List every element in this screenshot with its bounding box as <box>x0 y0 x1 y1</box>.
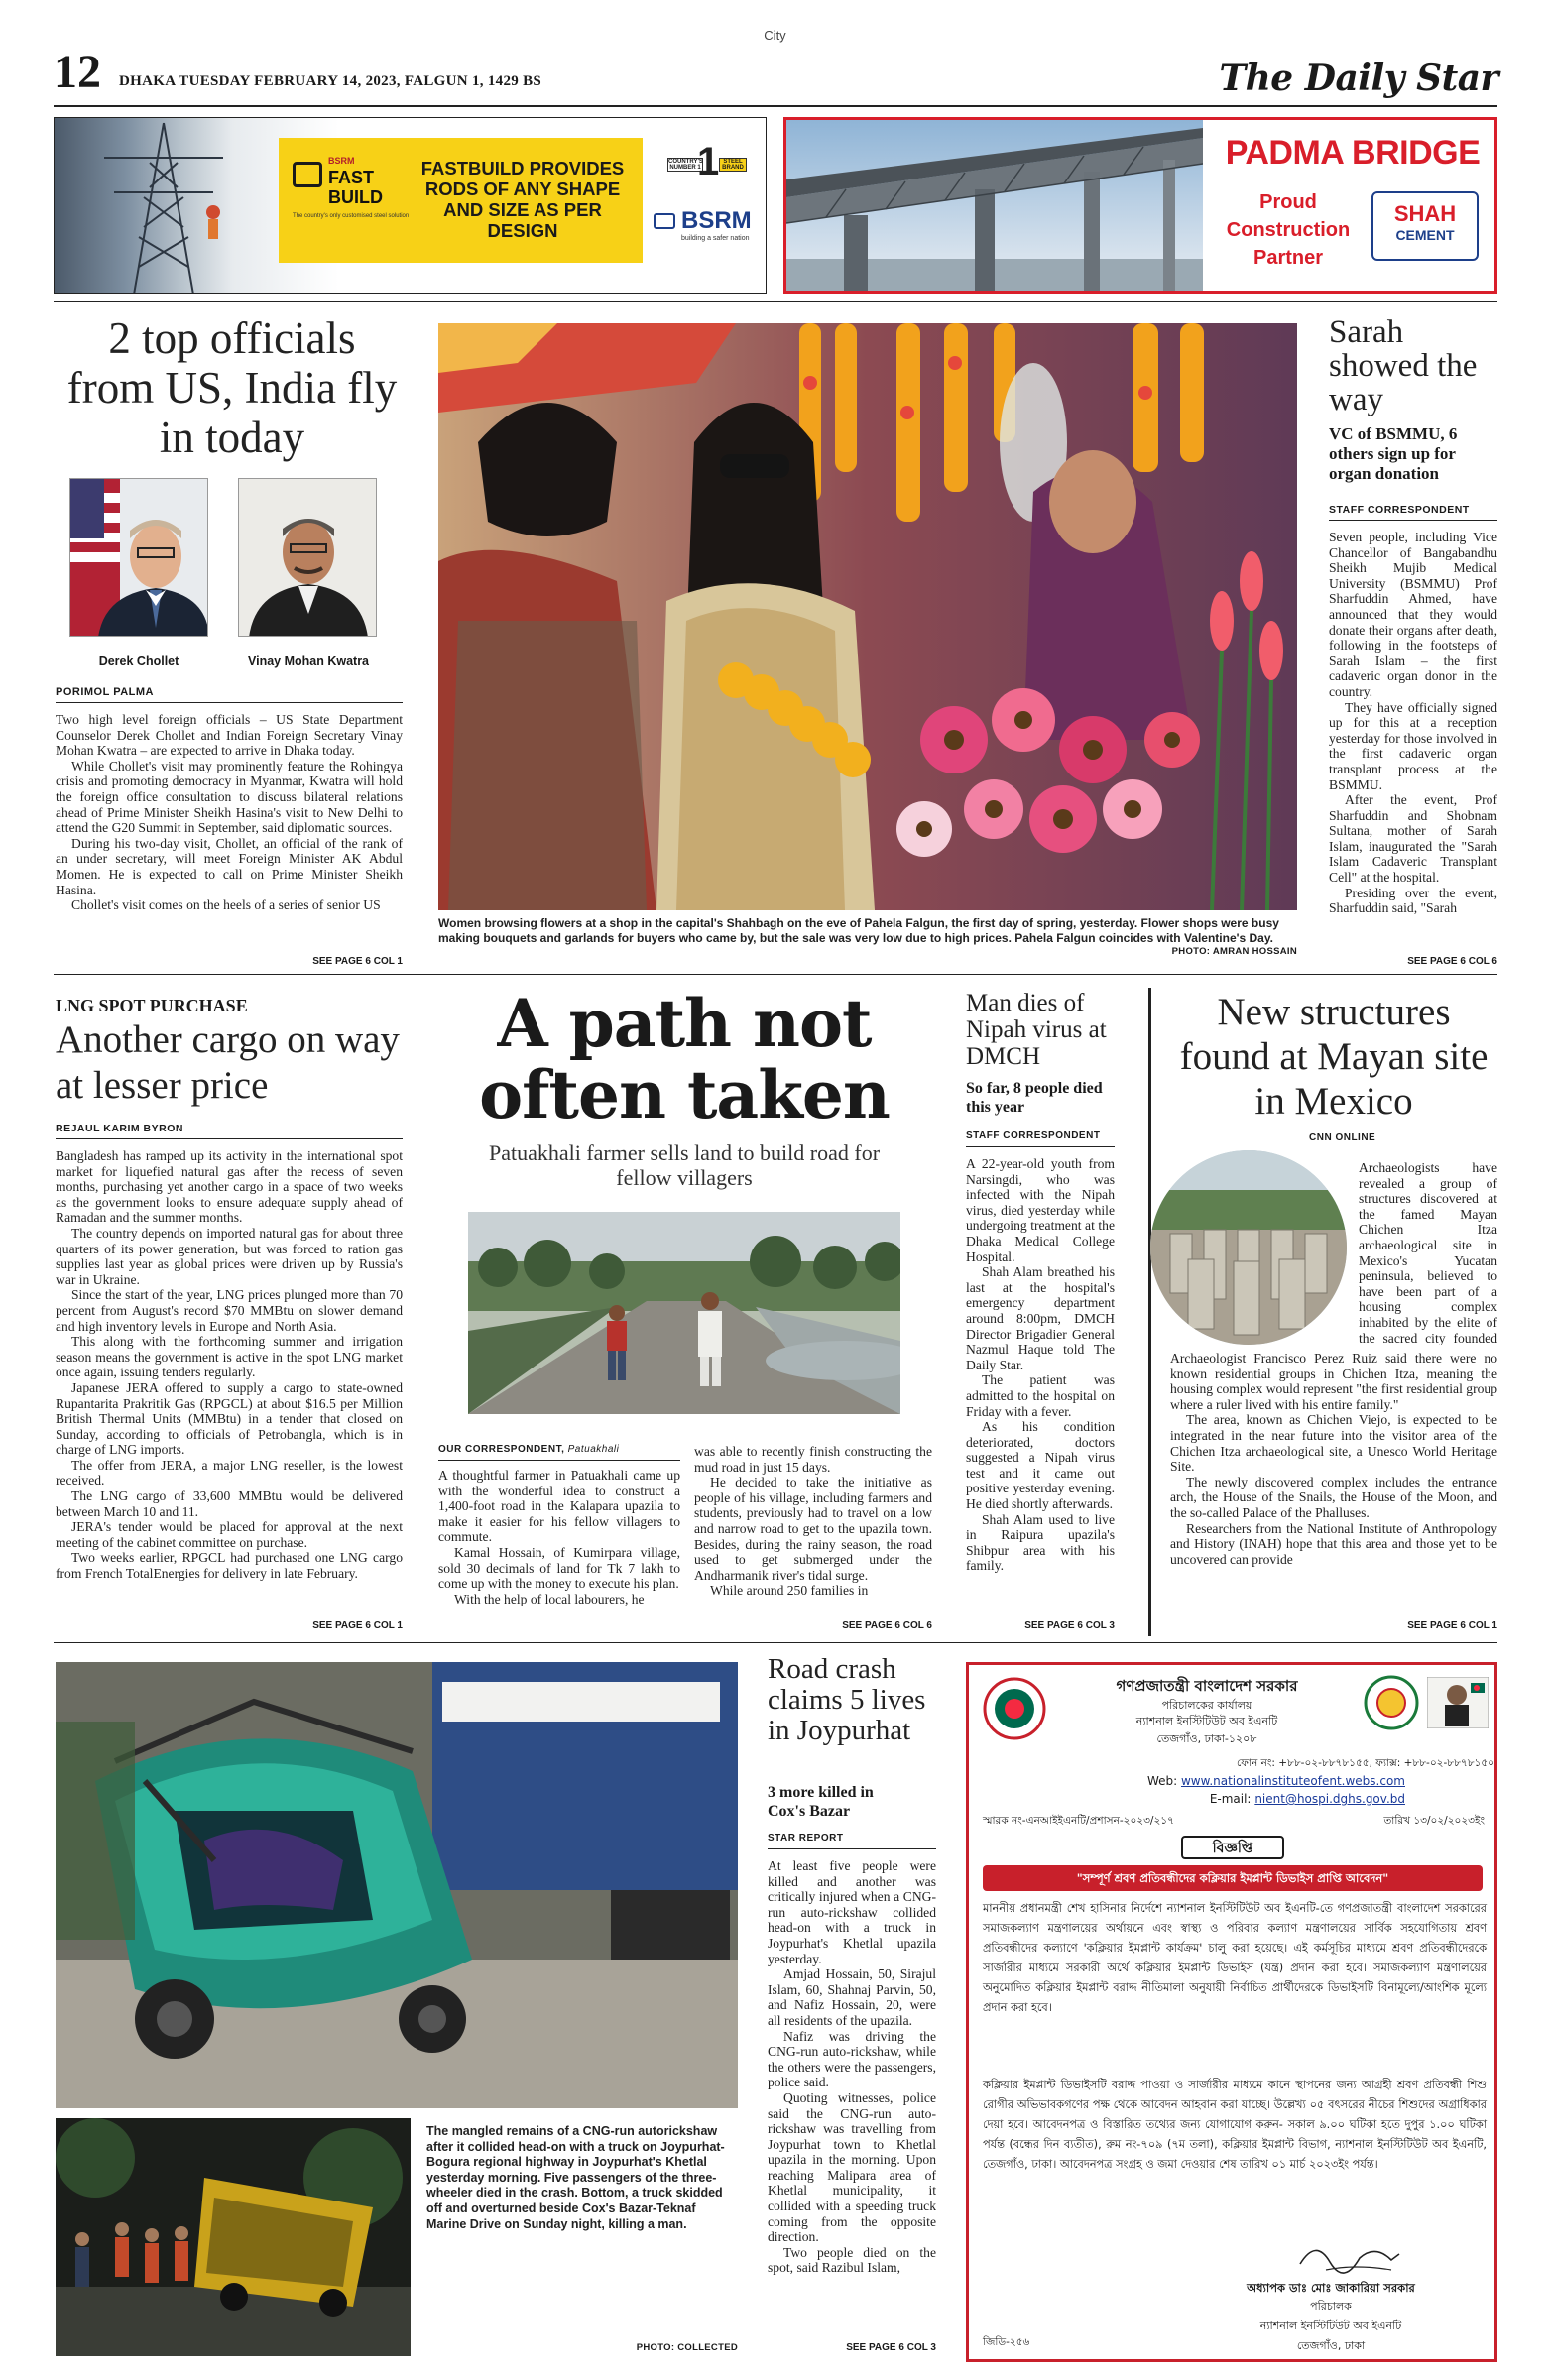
shah-logo-bottom: CEMENT <box>1395 227 1455 243</box>
path-col-2 <box>694 1444 932 1618</box>
lng-byline-rule <box>56 1138 403 1139</box>
flower-market-photo <box>438 323 1297 910</box>
mayan-para-4: The newly discovered complex includes the entrance arch, the House of the Snails, the House of the Moon, and the so-called Palace of the Phalluses. <box>1170 1474 1497 1520</box>
mujib-portrait-icon <box>1427 1677 1489 1728</box>
crashed-autorickshaw-scene <box>56 1662 738 2108</box>
nipah-subhead: So far, 8 people died this year <box>966 1080 1103 1116</box>
officials-byline-rule <box>56 702 403 703</box>
mayan-see-page[interactable]: SEE PAGE 6 COL 1 <box>1407 1620 1497 1631</box>
bsrm-ad[interactable] <box>54 117 767 294</box>
path-col2-para-1: was able to recently finish constructing the mud road in just 15 days. <box>694 1444 932 1475</box>
shah-cement-ad[interactable] <box>783 117 1497 294</box>
officials-byline: PORIMOL PALMA <box>56 686 154 698</box>
lng-para-1: Bangladesh has ramped up its activity in the international spot market for liquefied natural gas after the recess of seven months, purchasing yet another cargo in a space of two weeks as the government looks to ensure adequate supply ahead of Ramadan and the summer months. <box>56 1148 403 1226</box>
flower-market-scene <box>438 323 1297 910</box>
lng-body <box>56 1148 403 1614</box>
bsrm-small-brand: BSRM <box>328 156 355 166</box>
mayan-byline: CNN ONLINE <box>1309 1132 1376 1143</box>
badge-steel: STEEL BRAND <box>719 158 747 172</box>
mayan-para-2: Archaeologist Francisco Perez Ruiz said there were no known residential groups in Chichen Itza, meaning the housing complex would represent "the first residential group where a ruler lived with his entire family." <box>1170 1351 1497 1412</box>
notice-email-row <box>1018 1792 1405 1806</box>
mayan-para-5: Researchers from the National Institute of Anthropology and History (INAH) hope that this area and those yet to be uncovered can provide <box>1170 1520 1497 1567</box>
officials-para-1: Two high level foreign officials – US State Department Counselor Derek Chollet and Indian Foreign Secretary Vinay Mohan Kwatra – are expected to arrive in Dhaka today. <box>56 712 403 759</box>
crash-para-4: Quoting witnesses, police said the CNG-run auto-rickshaw was travelling from Joypurhat town to Khetlal upazila in the morning. Upon reaching Malipara area of Khetlal municipality, it collided with a speeding truck coming from the opposite direction. <box>768 2089 936 2245</box>
page-number: 12 <box>54 46 101 98</box>
lng-byline: REJAUL KARIM BYRON <box>56 1123 183 1134</box>
notice-signer-org: ন্যাশনাল ইনস্টিটিউট অব ইএনটি <box>1259 2320 1402 2332</box>
sarah-see-page[interactable]: SEE PAGE 6 COL 6 <box>1407 956 1497 967</box>
fastbuild-logo <box>293 152 410 241</box>
notice-email-link[interactable]: nient@hospi.dghs.gov.bd <box>1254 1792 1405 1806</box>
crash-byline: STAR REPORT <box>768 1833 844 1844</box>
chichen-itza-photo <box>1150 1150 1347 1345</box>
crash-para-2: Amjad Hossain, 50, Sirajul Islam, 60, Shahnaj Parvin, 50, and Nafiz Hossain, 20, were all residents of the upazila. <box>768 1966 936 2028</box>
notice-institute: ন্যাশনাল ইনস্টিটিউট অব ইএনটি <box>1135 1715 1278 1727</box>
notice-office: পরিচালকের কার্যালয় <box>1161 1699 1252 1712</box>
crash-see-page[interactable]: SEE PAGE 6 COL 3 <box>846 2342 936 2353</box>
notice-phone: ফোন নং: +৮৮-০২-৮৮৭৮১৫৫, ফ্যাক্স: +৮৮-০২-৮৮৭৮১৫০ <box>1236 1757 1494 1769</box>
overturned-truck-scene <box>56 2118 411 2356</box>
mayan-para-1: Archaeologists have revealed a group of structures discovered at the famed Mayan Chichen Itza archaeological site in Mexico's Yucatan peninsula, believed to have been part of a housing complex inhabited by the elite of the sacred city founded <box>1359 1160 1497 1345</box>
derek-chollet-caption: Derek Chollet <box>98 654 179 668</box>
notice-gd-number: জিডি-২৫৬ <box>983 2336 1030 2348</box>
officials-para-2: While Chollet's visit may prominently feature the Rohingya crisis and promoting democracy in Myanmar, Kwatra will hold the foreign office consultation to discuss bilateral relations ahead of Prime Minister Sheikh Hasina's visit to New Delhi to attend the G20 Summit in September, said diplomatic sources. <box>56 758 403 836</box>
nipah-byline: STAFF CORRESPONDENT <box>966 1130 1101 1141</box>
path-byline-main: OUR CORRESPONDENT, <box>438 1444 565 1455</box>
notice-web-row <box>1018 1774 1405 1788</box>
government-notice-ad[interactable] <box>966 1662 1497 2362</box>
notice-signer-addr: তেজগাঁও, ঢাকা <box>1296 2339 1366 2352</box>
notice-signer-title: পরিচালক <box>1310 2300 1352 2313</box>
notice-para-2: কক্লিয়ার ইমপ্লান্ট ডিভাইসটি বরাদ্দ পাওয়া ও সার্জারীর মাধ্যমে কানে স্থাপনের জন্য আগ্রহী শ্রবণ প্রতিবন্ধী শিশু রোগীর অভিভাবকগণের পক্ষ থেকে আবেদন আহবান করা যাচ্ছে। উল্লেখ্য ০৫ বৎসরের নীচের শিশুদের অগ্রাধিকার দেয়া হবে। আবেদনপত্র ও বিস্তারিত তথ্যের জন্য যোগাযোগ করুন- সকাল ৯.০০ ঘটিকা হতে দুপুর ১.০০ ঘটিকা পর্যন্ত (বন্ধের দিন ব্যতীত), রুম নং-৭০৯ (৭ম তলা), কক্লিয়ার ইমপ্লান্ট বিভাগ, ন্যাশনাল ইনস্টিটিউট অব ইএনটি, তেজগাঁও, ঢাকা। আবেদনপত্র সংগ্রহ ও জমা দেওয়ার শেষ তারিখ ০১ মার্চ ২০২৩ইং পর্যন্ত। <box>983 2079 1487 2171</box>
notice-label: বিজ্ঞপ্তি <box>1181 1836 1284 1859</box>
truck-overturn-photo <box>56 2118 411 2356</box>
padma-bridge-illustration <box>786 120 1203 291</box>
bsrm-logo-mark <box>654 213 675 229</box>
notice-email-label: E-mail: <box>1209 1792 1252 1806</box>
nipah-para-4: As his condition deteriorated, doctors suggested a Nipah virus test and it came out positive yesterday evening. He died shortly afterwards. <box>966 1419 1115 1512</box>
lng-para-7: The LNG cargo of 33,600 MMBtu would be delivered between March 10 and 11. <box>56 1488 403 1519</box>
path-byline <box>438 1444 686 1455</box>
mayan-para-3: The area, known as Chichen Viejo, is expected to be integrated in the near future into the visitor area of the Chichen Itza archaeological site, a Unesco World Heritage Site. <box>1170 1412 1497 1475</box>
officials-headline: 2 top officials from US, India fly in today <box>66 313 398 462</box>
nipah-body <box>966 1156 1115 1614</box>
section-label: City <box>764 28 786 43</box>
institute-logo-icon <box>1364 1675 1419 1730</box>
top-section-rule <box>54 974 1497 975</box>
transmission-tower-illustration <box>74 118 253 294</box>
lng-kicker: LNG SPOT PURCHASE <box>56 996 248 1015</box>
mayan-body <box>1170 1351 1497 1616</box>
derek-chollet-photo <box>69 478 208 637</box>
badge-country: COUNTRY'S NUMBER 1 <box>668 159 703 171</box>
path-see-page[interactable]: SEE PAGE 6 COL 6 <box>842 1620 932 1631</box>
officials-para-4: Chollet's visit comes on the heels of a series of senior US <box>71 897 381 913</box>
path-col1-para-2: Kamal Hossain, of Kumirpara village, sold 30 decimals of land for Tk 7 lakh to come up with the money to execute his plan. <box>438 1544 680 1592</box>
crash-para-1: At least five people were killed and another was critically injured when a CNG-run auto-rickshaw collided head-on with a truck in Joypurhat's Khetlal upazila yesterday. <box>768 1858 936 1966</box>
padma-bridge-title: PADMA BRIDGE <box>1225 134 1481 172</box>
vinay-kwatra-caption: Vinay Mohan Kwatra <box>247 654 370 668</box>
nipah-headline: Man dies of Nipah virus at DMCH <box>966 990 1107 1070</box>
notice-memo: স্মারক নং-এনআইইএনটি/প্রশাসন-২০২৩/২১৭ <box>983 1815 1174 1827</box>
sarah-para-4: Presiding over the event, Sharfuddin said, "Sarah <box>1329 885 1497 916</box>
lng-para-3: Since the start of the year, LNG prices plunged more than 70 percent from August's record $70 MMBtu on slower demand and high inventory levels in Europe and North Asia. <box>56 1287 403 1334</box>
path-col2-para-2: He decided to take the initiative as people of his village, including farmers and students, previously had to travel on a low and narrow road to get to the upazila town. Besides, during the rainy season, the road used to get submerged under the Andharmanik river's tidal surge. <box>694 1475 932 1583</box>
nipah-mayan-divider <box>1148 988 1151 1636</box>
sarah-body <box>1329 530 1497 950</box>
flower-photo-credit: PHOTO: AMRAN HOSSAIN <box>1171 946 1297 957</box>
lng-para-4: This along with the forthcoming summer and irrigation season means the government is active in the spot LNG market once again, issuing tenders regularly. <box>56 1334 403 1380</box>
notice-title-banner: "সম্পূর্ণ শ্রবণ প্রতিবন্ধীদের কক্লিয়ার ইমপ্লান্ট ডিভাইস প্রাপ্তি আবেদন" <box>983 1865 1483 1891</box>
director-signature <box>1296 2234 1405 2278</box>
lng-para-8: JERA's tender would be placed for approval at the next meeting of the cabinet committee on purchase. <box>56 1519 403 1550</box>
lng-para-9: Two weeks earlier, RPGCL had purchased one LNG cargo from French TotalEnergies for delivery in late February. <box>56 1550 403 1582</box>
notice-para-1: মাননীয় প্রধানমন্ত্রী শেখ হাসিনার নির্দেশে ন্যাশনাল ইনস্টিটিউট অব ইএনটি-তে গণপ্রজাতন্ত্রী বাংলাদেশ সরকারের সমাজকল্যাণ মন্ত্রণালয়ের অর্থায়নে এবং স্বাস্থ্য ও পরিবার কল্যাণ মন্ত্রণালয়ের সার্বিক সহযোগিতায় শ্রবণ প্রতিবন্ধীদের কল্যাণে 'কক্লিয়ার ইমপ্লান্ট কার্যক্রম' চালু করা হয়েছে। এই কর্মসূচির মাধ্যমে শ্রবণ প্রতিবন্ধীদেরকে সার্জারীর মাধ্যমে সরকারী অর্থে কক্লিয়ার ইমপ্লান্ট ডিভাইস (যন্ত্র) প্রদান করা হবে। সমাজকল্যাণ মন্ত্রণালয়ের অনুমোদিত কক্লিয়ার ইমপ্লান্ট বরাদ্দ নীতিমালা অনুযায়ী নির্বাচিত প্রার্থীদেরকে ডিভাইসটি বিনামূল্যে/আংশিক মূল্যে প্রদান করা হবে। <box>983 1902 1487 2014</box>
construction-line: Construction <box>1226 219 1351 241</box>
bsrm-logo-text: BSRM <box>681 207 752 234</box>
header-rule <box>54 105 1497 107</box>
road-scene <box>468 1212 900 1414</box>
notice-address: তেজগাঁও, ঢাকা-১২০৮ <box>1156 1732 1257 1745</box>
path-col1-para-3: With the help of local labourers, he <box>454 1591 645 1606</box>
mayan-body-wrap <box>1359 1160 1497 1345</box>
farmer-road-photo <box>468 1212 900 1414</box>
vinay-kwatra-photo <box>238 478 377 637</box>
notice-date: তারিখ ১৩/০২/২০২৩ইং <box>1383 1815 1485 1827</box>
shah-cement-logo <box>1371 191 1479 261</box>
lng-headline: Another cargo on way at lesser price <box>56 1018 400 1107</box>
notice-gov-title: গণপ্রজাতন্ত্রী বাংলাদেশ সরকার <box>1116 1677 1298 1695</box>
sarah-headline: Sarah showed the way <box>1329 314 1478 417</box>
crash-photo-caption: The mangled remains of a CNG-run autorickshaw after it collided head-on with a truck on Joypurhat-Bogura regional highway in Joypurhat's Khetlal yesterday morning. Five passengers of the three-wheeler died in the crash. Bottom, a truck skidded off and overturned beside Cox's Bazar-Teknaf Marine Drive on Sunday night, killing a man. <box>426 2124 725 2231</box>
flower-photo-caption: Women browsing flowers at a shop in the capital's Shahbagh on the eve of Pahela Falgun, the first day of spring, yesterday. Flower shops were busy making bouquets and garlands for buyers who came by, but the sale was very low due to high prices. Pahela Falgun coincides with Valentine's Day. <box>438 916 1279 945</box>
crash-headline: Road crash claims 5 lives in Joypurhat <box>768 1653 926 1746</box>
number-one-badge <box>667 140 749 199</box>
bangladesh-emblem-icon <box>983 1677 1046 1740</box>
nipah-para-1: A 22-year-old youth from Narsingdi, who was infected with the Nipah virus, died yesterday while undergoing treatment at the Dhaka Medical College Hospital. <box>966 1156 1115 1264</box>
notice-web-label: Web: <box>1146 1774 1178 1788</box>
sarah-byline-rule <box>1329 520 1497 521</box>
fastbuild-tagline: The country's only customised steel solution <box>293 213 410 219</box>
sarah-subhead: VC of BSMMU, 6 others sign up for organ donation <box>1329 424 1458 483</box>
fast-word: FAST <box>328 168 375 187</box>
crash-byline-rule <box>768 1848 936 1849</box>
lng-para-2: The country depends on imported natural gas for about three quarters of its power generation, but was forced to ration gas supplies last year as global prices were driven up by Russia's war in Ukraine. <box>56 1225 403 1287</box>
build-word: BUILD <box>328 187 383 207</box>
masthead: The Daily Star <box>1219 58 1498 99</box>
cng-crash-photo <box>56 1662 738 2108</box>
path-subhead: Patuakhali farmer sells land to build road for fellow villagers <box>488 1140 881 1190</box>
officials-see-page[interactable]: SEE PAGE 6 COL 1 <box>312 956 403 967</box>
ad-bottom-rule <box>54 301 1497 302</box>
path-byline-place: Patuakhali <box>567 1444 620 1455</box>
nipah-byline-rule <box>966 1146 1115 1147</box>
sarah-para-1: Seven people, including Vice Chancellor of Bangabandhu Sheikh Mujib Medical University (BSMMU) Prof Sharfuddin Ahmed, have announced that they would donate their organs after death, following in the footsteps of Sarah Islam – the first cadaveric organ donor in the country. <box>1329 530 1497 699</box>
path-headline: A path not often taken <box>479 985 890 1133</box>
badge-one: 1 <box>697 140 720 183</box>
path-col-1 <box>438 1468 680 1632</box>
officials-body <box>56 712 403 954</box>
sarah-para-2: They have officially signed up for this at a reception yesterday for those involved in the first cadaveric organ transplant process at the BSMMU. <box>1329 699 1497 792</box>
shah-logo-top: SHAH <box>1393 201 1457 226</box>
nipah-para-2: Shah Alam breathed his last at the hospital's emergency department around 8:00pm, DMCH Director Brigadier General Nazmul Haque told The Daily Star. <box>966 1264 1115 1372</box>
crash-body <box>768 1858 936 2334</box>
crash-para-3: Nafiz was driving the CNG-run auto-rickshaw, while the others were the passengers, police said. <box>768 2028 936 2090</box>
notice-signer: অধ্যাপক ডাঃ মোঃ জাকারিয়া সরকার <box>1247 2281 1415 2295</box>
kwatra-portrait <box>239 479 377 637</box>
nipah-para-5: Shah Alam used to live in Raipura upazila's Shibpur area with his family. <box>966 1511 1115 1574</box>
lng-para-5: Japanese JERA offered to supply a cargo to state-owned Rupantarita Prakritik Gas (RPGCL) at about $16.5 per Million British Thermal Units (MMBtu) in a tender that closed on Sunday, according to officials of Petrobangla, which is in charge of LNG imports. <box>56 1379 403 1458</box>
path-byline-rule <box>438 1460 680 1461</box>
sarah-para-3: After the event, Prof Sharfuddin and Shobnam Sultana, mother of Sarah Islam, inaugurated the "Sarah Islam Cadaveric Transplant Cell" at the hospital. <box>1329 792 1497 886</box>
bsrm-logo-tagline: building a safer nation <box>681 235 750 242</box>
crash-subhead: 3 more killed in Cox's Bazar <box>768 1784 874 1820</box>
mayan-headline: New structures found at Mayan site in Mexico <box>1179 991 1489 1123</box>
fastbuild-icon <box>293 162 322 187</box>
partner-line: Partner <box>1252 247 1324 269</box>
lng-see-page[interactable]: SEE PAGE 6 COL 1 <box>312 1620 403 1631</box>
nipah-para-3: The patient was admitted to the hospital on Friday with a fever. <box>966 1372 1115 1419</box>
columns-scene <box>1150 1150 1347 1345</box>
crash-para-5: Two people died on the spot, said Razibul Islam, <box>768 2244 936 2276</box>
lng-para-6: The offer from JERA, a major LNG reseller, is the lowest received. <box>56 1457 403 1488</box>
path-col1-para-1: A thoughtful farmer in Patuakhali came up with the wonderful idea to construct a 1,400-foot road in the Kalapara upazila to make it easier for his fellow villagers to commute. <box>438 1468 680 1545</box>
dateline: DHAKA TUESDAY FEBRUARY 14, 2023, FALGUN 1, 1429 BS <box>119 73 542 89</box>
proud-line: Proud <box>1259 191 1317 213</box>
middle-section-rule <box>54 1642 1497 1643</box>
path-col2-para-3: While around 250 families in <box>710 1583 869 1599</box>
crash-photo-credit: PHOTO: COLLECTED <box>636 2342 738 2353</box>
bsrm-headline: FASTBUILD PROVIDES RODS OF ANY SHAPE AND SIZE AS PER DESIGN <box>420 158 625 241</box>
nipah-see-page[interactable]: SEE PAGE 6 COL 3 <box>1024 1620 1115 1631</box>
sarah-byline: STAFF CORRESPONDENT <box>1329 504 1470 516</box>
notice-web-link[interactable]: www.nationalinstituteofent.webs.com <box>1180 1774 1405 1788</box>
us-flag-portrait <box>70 479 208 637</box>
bsrm-logo <box>654 205 763 255</box>
officials-para-3: During his two-day visit, Chollet, an official of the rank of an under secretary, will meet Foreign Minister AK Abdul Momen. He is expected to call on Prime Minister Sheikh Hasina. <box>56 835 403 897</box>
